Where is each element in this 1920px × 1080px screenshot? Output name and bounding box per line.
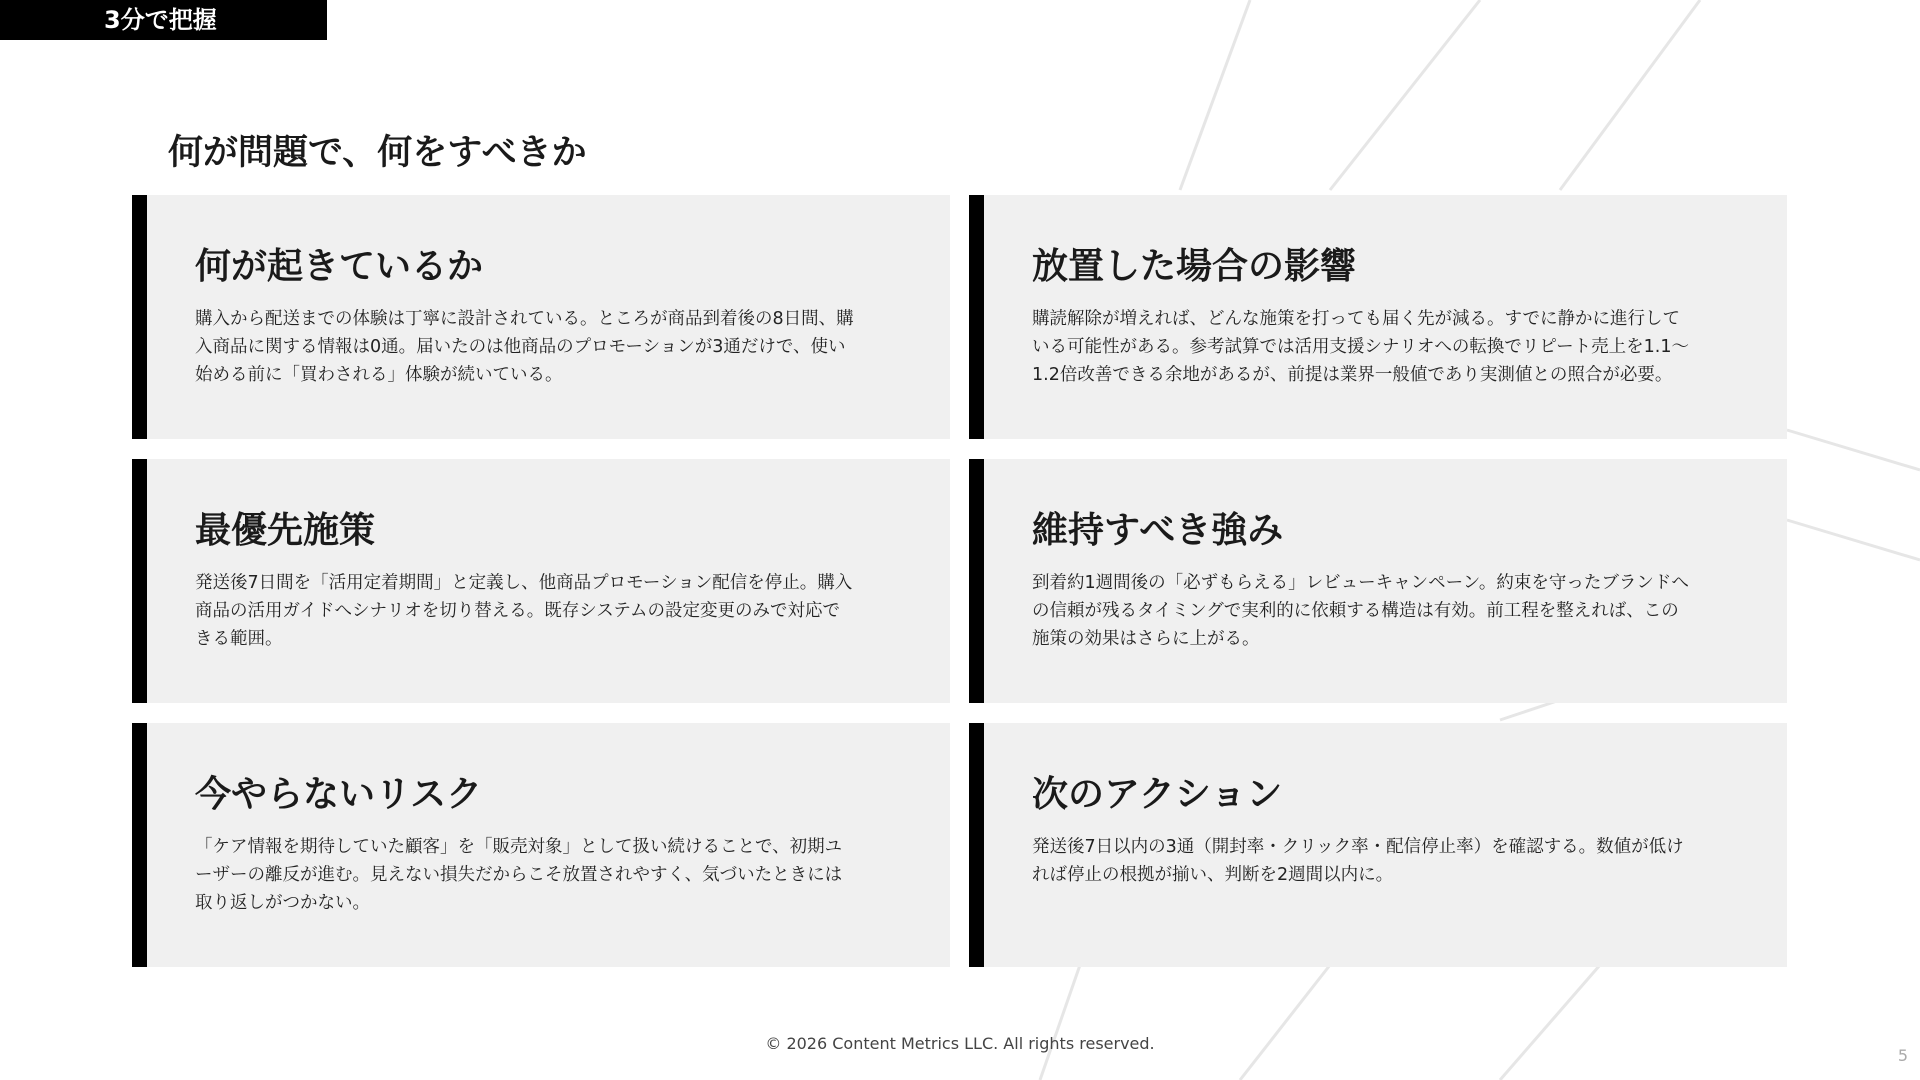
card-heading: 放置した場合の影響 <box>1032 246 1357 287</box>
card-body: 「ケア情報を期待していた顧客」を「販売対象」として扱い続けることで、初期ユーザーの離反が進む。見えない損失だからこそ放置されやすく、気づいたときには取り返しがつかない。 <box>195 837 843 913</box>
section-tag: 3分で把握 <box>0 0 327 40</box>
page-number: 5 <box>1897 1046 1908 1065</box>
card-body: 到着約1週間後の「必ずもらえる」レビューキャンペーン。約束を守ったブランドへの信頼が残るタイミングで実利的に依頼する構造は有効。前工程を整えれば、この施策の効果はさらに上がる。 <box>1032 573 1689 649</box>
card-impact-if-ignored <box>969 195 1787 439</box>
card-strengths-to-keep <box>969 459 1787 703</box>
card-heading: 最優先施策 <box>195 510 376 551</box>
card-what-is-happening <box>132 195 950 439</box>
card-body: 購読解除が増えれば、どんな施策を打っても届く先が減る。すでに静かに進行している可能性がある。参考試算では活用支援シナリオへの転換でリピート売上を1.1〜1.2倍改善できる余地があるが、前提は業界一般値であり実測値との照合が必要。 <box>1032 309 1689 385</box>
card-heading: 何が起きているか <box>195 246 484 287</box>
card-risk-of-inaction <box>132 723 950 967</box>
card-body: 発送後7日以内の3通（開封率・クリック率・配信停止率）を確認する。数値が低ければ停止の根拠が揃い、判断を2週間以内に。 <box>1032 837 1684 885</box>
card-heading: 次のアクション <box>1032 774 1283 815</box>
card-body: 購入から配送までの体験は丁寧に設計されている。ところが商品到着後の8日間、購入商品に関する情報は0通。届いたのは他商品のプロモーションが3通だけで、使い始める前に「買わされる」体験が続いている。 <box>195 309 854 385</box>
card-next-action <box>969 723 1787 967</box>
card-top-priority-measure <box>132 459 950 703</box>
page-title: 何が問題で、何をすべきか <box>168 133 587 173</box>
card-heading: 維持すべき強み <box>1032 510 1284 551</box>
card-body: 発送後7日間を「活用定着期間」と定義し、他商品プロモーション配信を停止。購入商品の活用ガイドへシナリオを切り替える。既存システムの設定変更のみで対応できる範囲。 <box>195 573 853 649</box>
copyright-footer: © 2026 Content Metrics LLC. All rights reserved. <box>765 1034 1155 1053</box>
card-heading: 今やらないリスク <box>195 774 483 815</box>
